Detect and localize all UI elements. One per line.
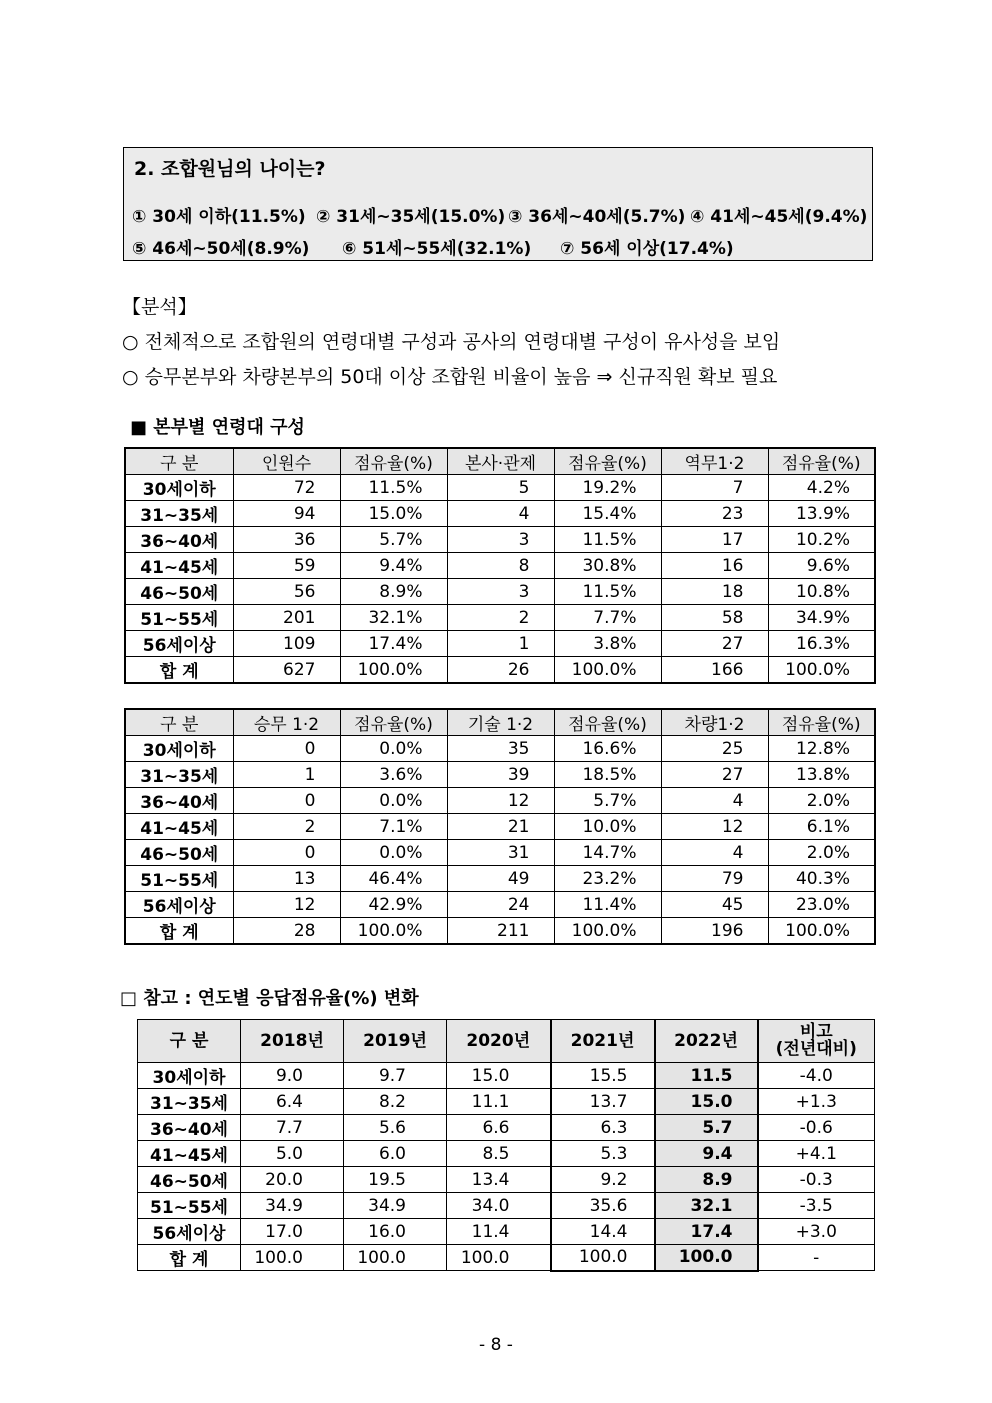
table-cell: 3.8%	[554, 631, 661, 657]
table-row	[138, 1115, 875, 1141]
table-cell: 24	[447, 892, 554, 918]
option-3: ③ 36세~40세(5.7%)	[508, 207, 686, 227]
table-cell: -3.5	[758, 1193, 875, 1219]
row-label: 41~45세	[125, 814, 233, 840]
table-cell: 14.4	[551, 1219, 655, 1245]
table-cell: 6.0	[344, 1141, 447, 1167]
table-row	[138, 1063, 875, 1089]
table-cell: 35	[447, 736, 554, 762]
table-cell: 12	[447, 788, 554, 814]
column-header: 승무 1·2	[233, 709, 340, 736]
table-cell: 100.0%	[340, 657, 447, 684]
table-cell: 94	[233, 501, 340, 527]
table-cell: 4	[447, 501, 554, 527]
table-cell: 100.0%	[768, 657, 875, 684]
table-cell: 17.0	[241, 1219, 344, 1245]
table-cell: 10.0%	[554, 814, 661, 840]
table-cell: 3.6%	[340, 762, 447, 788]
table-cell: 166	[661, 657, 768, 684]
table-cell: 10.8%	[768, 579, 875, 605]
row-label: 30세이하	[125, 736, 233, 762]
table-cell: 25	[661, 736, 768, 762]
table-cell: -	[758, 1245, 875, 1271]
table-cell: 27	[661, 762, 768, 788]
row-label: 46~50세	[138, 1167, 241, 1193]
table-cell: 13.8%	[768, 762, 875, 788]
table-cell: 1	[447, 631, 554, 657]
analysis-bullet-1: ○ 전체적으로 조합원의 연령대별 구성과 공사의 연령대별 구성이 유사성을 보임	[122, 331, 781, 353]
table-cell: 30.8%	[554, 553, 661, 579]
table-cell: 0.0%	[340, 788, 447, 814]
table-cell: 11.5%	[554, 579, 661, 605]
table-cell: 12	[661, 814, 768, 840]
table-cell: 100.0	[447, 1245, 551, 1271]
column-header: 2021년	[551, 1020, 655, 1063]
table-cell: 100.0%	[340, 918, 447, 945]
question-box	[123, 147, 873, 261]
row-label: 합 계	[125, 657, 233, 684]
table-cell: 100.0	[344, 1245, 447, 1271]
table-cell: 6.4	[241, 1089, 344, 1115]
table-cell: 27	[661, 631, 768, 657]
table-row	[125, 579, 875, 605]
column-header: 2022년	[655, 1020, 758, 1063]
table-cell: 11.5%	[554, 527, 661, 553]
table-cell: 17.4%	[340, 631, 447, 657]
table-cell: 46.4%	[340, 866, 447, 892]
analysis-bullet-2: ○ 승무본부와 차량본부의 50대 이상 조합원 비율이 높음 ⇒ 신규직원 확보 필요	[122, 366, 778, 388]
table-cell: 100.0	[655, 1245, 758, 1271]
table-yearly-share	[137, 1019, 875, 1272]
table-cell: 39	[447, 762, 554, 788]
column-header: 본사·관제	[447, 448, 554, 475]
option-2: ② 31세~35세(15.0%)	[316, 207, 506, 227]
row-label: 51~55세	[125, 605, 233, 631]
row-label: 36~40세	[125, 527, 233, 553]
row-label: 합 계	[125, 918, 233, 945]
table-cell: 5.7%	[340, 527, 447, 553]
table-cell: 9.2	[551, 1167, 655, 1193]
table-cell: 9.6%	[768, 553, 875, 579]
table-row	[125, 814, 875, 840]
table-cell: 0	[233, 840, 340, 866]
table-cell: 56	[233, 579, 340, 605]
table-header-row	[125, 448, 875, 475]
column-header: 점유율(%)	[768, 709, 875, 736]
table-cell: 4	[661, 840, 768, 866]
row-label: 41~45세	[138, 1141, 241, 1167]
table-cell: 18	[661, 579, 768, 605]
table-cell: 8.9	[655, 1167, 758, 1193]
column-header: 2020년	[447, 1020, 551, 1063]
table-cell: 100.0%	[554, 657, 661, 684]
table-cell: 8.2	[344, 1089, 447, 1115]
table-cell: 5	[447, 475, 554, 501]
table-cell: 19.2%	[554, 475, 661, 501]
column-header: 점유율(%)	[554, 709, 661, 736]
table-cell: 23	[661, 501, 768, 527]
table-cell: 21	[447, 814, 554, 840]
table-cell: 4.2%	[768, 475, 875, 501]
page-number: - 8 -	[479, 1335, 513, 1355]
table-cell: 6.3	[551, 1115, 655, 1141]
table-cell: 9.4%	[340, 553, 447, 579]
table-cell: 34.9	[344, 1193, 447, 1219]
column-header: 역무1·2	[661, 448, 768, 475]
table-cell: 59	[233, 553, 340, 579]
table-cell: 16.0	[344, 1219, 447, 1245]
table-cell: 16.6%	[554, 736, 661, 762]
table-cell: -0.6	[758, 1115, 875, 1141]
column-header	[758, 1020, 875, 1063]
table-cell: -4.0	[758, 1063, 875, 1089]
option-6: ⑥ 51세~55세(32.1%)	[342, 239, 532, 259]
table-cell: 16	[661, 553, 768, 579]
option-1: ① 30세 이하(11.5%)	[132, 207, 306, 227]
table-cell: 7.7%	[554, 605, 661, 631]
table-cell: +4.1	[758, 1141, 875, 1167]
row-label: 56세이상	[125, 631, 233, 657]
section-title-by-division: ■ 본부별 연령대 구성	[130, 417, 305, 438]
table-cell: 12	[233, 892, 340, 918]
table-cell: -0.3	[758, 1167, 875, 1193]
table-row	[125, 892, 875, 918]
column-header: 구 분	[125, 448, 233, 475]
table-cell: 0	[233, 788, 340, 814]
table-row	[138, 1245, 875, 1271]
option-5: ⑤ 46세~50세(8.9%)	[132, 239, 310, 259]
table-cell: 3	[447, 527, 554, 553]
row-label: 31~35세	[138, 1089, 241, 1115]
column-header: 점유율(%)	[554, 448, 661, 475]
table-cell: 12.8%	[768, 736, 875, 762]
table-cell: 32.1	[655, 1193, 758, 1219]
row-label: 36~40세	[138, 1115, 241, 1141]
table-row	[125, 918, 875, 945]
option-7: ⑦ 56세 이상(17.4%)	[560, 239, 734, 259]
table-cell: 0	[233, 736, 340, 762]
table-cell: 36	[233, 527, 340, 553]
table-cell: 9.0	[241, 1063, 344, 1089]
table-cell: 5.7	[655, 1115, 758, 1141]
table-header-row	[138, 1020, 875, 1063]
table-cell: 9.4	[655, 1141, 758, 1167]
table-cell: 0.0%	[340, 840, 447, 866]
table-cell: 8.9%	[340, 579, 447, 605]
table-cell: 45	[661, 892, 768, 918]
table-cell: 31	[447, 840, 554, 866]
table-row	[125, 501, 875, 527]
table-cell: 11.5	[655, 1063, 758, 1089]
table-row	[138, 1089, 875, 1115]
table-cell: 2	[233, 814, 340, 840]
table-cell: 19.5	[344, 1167, 447, 1193]
table-row	[125, 762, 875, 788]
table-cell: 72	[233, 475, 340, 501]
table-cell: 58	[661, 605, 768, 631]
table-cell: 11.5%	[340, 475, 447, 501]
table-cell: 32.1%	[340, 605, 447, 631]
row-label: 46~50세	[125, 579, 233, 605]
table-cell: 5.6	[344, 1115, 447, 1141]
table-cell: 109	[233, 631, 340, 657]
row-label: 합 계	[138, 1245, 241, 1271]
column-header-line: 비고	[799, 1022, 833, 1042]
row-label: 51~55세	[125, 866, 233, 892]
table-cell: 35.6	[551, 1193, 655, 1219]
column-header: 점유율(%)	[768, 448, 875, 475]
table-cell: 15.0	[447, 1063, 551, 1089]
table-cell: 15.0	[655, 1089, 758, 1115]
table-cell: 201	[233, 605, 340, 631]
table-cell: 1	[233, 762, 340, 788]
table-cell: 34.9	[241, 1193, 344, 1219]
column-header: 구 분	[138, 1020, 241, 1063]
table-division-age-1	[124, 447, 876, 684]
table-cell: 11.1	[447, 1089, 551, 1115]
table-row	[125, 475, 875, 501]
table-row	[125, 553, 875, 579]
row-label: 31~35세	[125, 762, 233, 788]
table-cell: 13.4	[447, 1167, 551, 1193]
table-cell: 8.5	[447, 1141, 551, 1167]
row-label: 41~45세	[125, 553, 233, 579]
analysis-heading: 【분석】	[122, 296, 197, 318]
table-cell: 5.3	[551, 1141, 655, 1167]
table-cell: 5.0	[241, 1141, 344, 1167]
table-cell: 23.0%	[768, 892, 875, 918]
question-options-line-2	[132, 234, 734, 259]
row-label: 30세이하	[125, 475, 233, 501]
table-cell: 20.0	[241, 1167, 344, 1193]
table-cell: 23.2%	[554, 866, 661, 892]
table-cell: 14.7%	[554, 840, 661, 866]
table-cell: 49	[447, 866, 554, 892]
table-cell: 11.4%	[554, 892, 661, 918]
table-cell: 8	[447, 553, 554, 579]
option-4: ④ 41세~45세(9.4%)	[690, 207, 868, 227]
table-cell: 15.4%	[554, 501, 661, 527]
table-cell: 17	[661, 527, 768, 553]
table-cell: 100.0%	[768, 918, 875, 945]
table-cell: 7	[661, 475, 768, 501]
column-header: 인원수	[233, 448, 340, 475]
row-label: 51~55세	[138, 1193, 241, 1219]
table-row	[138, 1193, 875, 1219]
table-row	[125, 605, 875, 631]
table-cell: 196	[661, 918, 768, 945]
table-cell: 18.5%	[554, 762, 661, 788]
column-header: 2019년	[344, 1020, 447, 1063]
column-header: 기술 1·2	[447, 709, 554, 736]
table-row	[138, 1219, 875, 1245]
table-row	[125, 866, 875, 892]
row-label: 56세이상	[125, 892, 233, 918]
table-cell: 2	[447, 605, 554, 631]
table-cell: 9.7	[344, 1063, 447, 1089]
table-row	[125, 527, 875, 553]
section-title-yearly: □ 참고 : 연도별 응답점유율(%) 변화	[120, 988, 419, 1009]
question-options-line-1	[132, 202, 867, 227]
row-label: 56세이상	[138, 1219, 241, 1245]
table-cell: 40.3%	[768, 866, 875, 892]
table-row	[138, 1141, 875, 1167]
column-header-line: (전년대비)	[775, 1039, 857, 1059]
table-cell: 4	[661, 788, 768, 814]
table-cell: 16.3%	[768, 631, 875, 657]
table-cell: 26	[447, 657, 554, 684]
column-header: 점유율(%)	[340, 448, 447, 475]
table-row	[125, 840, 875, 866]
table-cell: 15.0%	[340, 501, 447, 527]
table-cell: 79	[661, 866, 768, 892]
table-cell: 34.9%	[768, 605, 875, 631]
table-cell: 11.4	[447, 1219, 551, 1245]
column-header: 구 분	[125, 709, 233, 736]
table-cell: 100.0	[551, 1245, 655, 1271]
table-cell: +1.3	[758, 1089, 875, 1115]
table-cell: 34.0	[447, 1193, 551, 1219]
table-cell: +3.0	[758, 1219, 875, 1245]
row-label: 46~50세	[125, 840, 233, 866]
table-cell: 13.7	[551, 1089, 655, 1115]
table-cell: 2.0%	[768, 840, 875, 866]
table-cell: 627	[233, 657, 340, 684]
table-row	[125, 736, 875, 762]
table-division-age-2	[124, 708, 876, 945]
table-cell: 13	[233, 866, 340, 892]
question-title: 2. 조합원님의 나이는?	[134, 158, 326, 180]
table-cell: 100.0%	[554, 918, 661, 945]
column-header: 차량1·2	[661, 709, 768, 736]
column-header: 2018년	[241, 1020, 344, 1063]
table-cell: 17.4	[655, 1219, 758, 1245]
table-cell: 6.6	[447, 1115, 551, 1141]
table-cell: 28	[233, 918, 340, 945]
table-cell: 100.0	[241, 1245, 344, 1271]
table-cell: 3	[447, 579, 554, 605]
table-cell: 15.5	[551, 1063, 655, 1089]
table-cell: 7.7	[241, 1115, 344, 1141]
table-cell: 5.7%	[554, 788, 661, 814]
row-label: 31~35세	[125, 501, 233, 527]
table-cell: 211	[447, 918, 554, 945]
table-row	[138, 1167, 875, 1193]
table-cell: 7.1%	[340, 814, 447, 840]
table-row	[125, 788, 875, 814]
table-cell: 2.0%	[768, 788, 875, 814]
table-cell: 42.9%	[340, 892, 447, 918]
table-cell: 6.1%	[768, 814, 875, 840]
table-row	[125, 657, 875, 684]
table-header-row	[125, 709, 875, 736]
table-cell: 0.0%	[340, 736, 447, 762]
row-label: 36~40세	[125, 788, 233, 814]
table-cell: 10.2%	[768, 527, 875, 553]
table-cell: 13.9%	[768, 501, 875, 527]
table-row	[125, 631, 875, 657]
row-label: 30세이하	[138, 1063, 241, 1089]
column-header: 점유율(%)	[340, 709, 447, 736]
